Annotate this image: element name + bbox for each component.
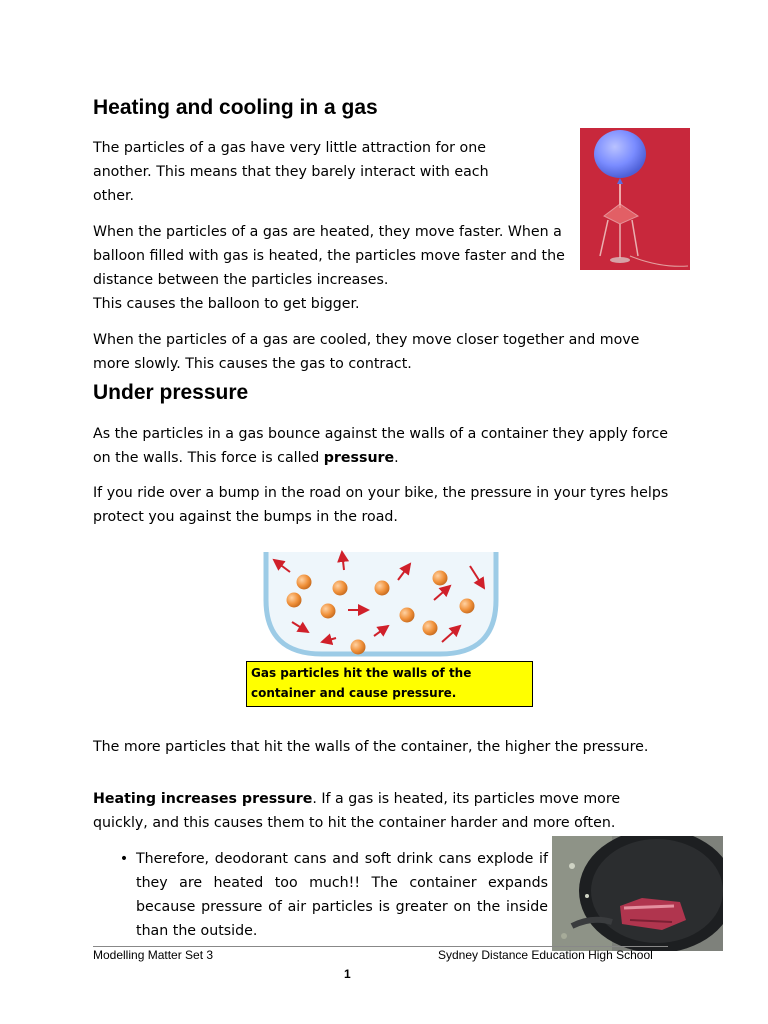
bullet-text: Therefore, deodorant cans and soft drink cans explode if they are heated too much!! The container expands because pressure of air particles is greater on the inside than the outside. [136,851,548,939]
paragraph-more-particles: The more particles that hit the walls of the container, the higher the pressure. [93,739,649,755]
pressure-def-end: . [394,450,399,466]
heating-increases-term: Heating increases pressure [93,791,313,807]
footer-left: Modelling Matter Set 3 [93,948,214,962]
container-diagram [262,550,500,660]
footer-divider [93,946,668,947]
paragraph-heated-particles: When the particles of a gas are heated, they move faster. When a balloon filled with gas is heated, the particles move faster and the distance between the particles increases. [93,224,565,288]
particles-container-illustration [262,550,500,660]
heading-heating-cooling: Heating and cooling in a gas [93,96,378,119]
paragraph-bike-tyres: If you ride over a bump in the road on your bike, the pressure in your tyres helps protect you against the bumps in the road. [93,485,669,525]
heating-increases-text: . If a gas is heated, its particles move more quickly, and this causes them to hit the container harder and more often. [93,791,621,831]
paragraph-gas-attraction: The particles of a gas have very little attraction for one another. This means that they barely interact with each other. [93,140,489,204]
paragraph-pressure-definition [93,422,673,470]
paragraph-heating-increases [93,787,673,835]
pressure-def-text: As the particles in a gas bounce against the walls of a container they apply force on the walls. This force is called [93,426,669,466]
bullet-item-cans [112,847,552,943]
bullet-icon: • [119,851,129,867]
balloon-illustration [580,128,690,270]
diagram-caption: Gas particles hit the walls of the container and cause pressure. [246,661,533,707]
footer-right: Sydney Distance Education High School [438,948,653,962]
pressure-term: pressure [323,450,395,466]
exploded-can-illustration [552,836,723,951]
exploded-can-photo [552,836,723,951]
page-number: 1 [344,967,351,981]
paragraph-cooled-particles: When the particles of a gas are cooled, they move closer together and move more slowly. This causes the gas to contract. [93,332,640,372]
paragraph-balloon-bigger: This causes the balloon to get bigger. [93,296,360,312]
heading-under-pressure: Under pressure [93,381,249,404]
balloon-photo [580,128,690,270]
